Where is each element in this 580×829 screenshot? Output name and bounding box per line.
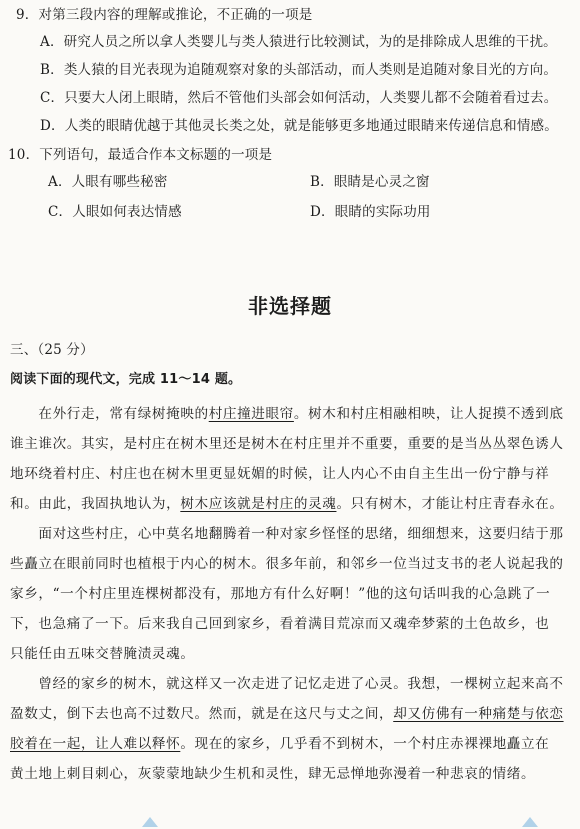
passage-line: 和。由此，我固执地认为，树木应该就是村庄的灵魂。只有树木，才能让村庄青春永在。 <box>10 496 564 512</box>
underlined-phrase: 却又仿佛有一种痛楚与依恋 <box>393 706 564 722</box>
section-heading: 非选择题 <box>248 294 332 318</box>
underlined-phrase: 树木应该就是村庄的灵魂 <box>180 496 337 512</box>
passage-line: 盈数丈，倒下去也高不过数尺。然而，就是在这尺与丈之间，却又仿佛有一种痛楚与依恋 <box>10 706 564 722</box>
passage-line: 家乡，“一个村庄里连棵树都没有，那地方有什么好啊！”他的这句话叫我的心急跳了一 <box>10 586 551 602</box>
passage-line: 胶着在一起，让人难以释怀。现在的家乡，几乎看不到树木，一个村庄赤裸裸地矗立在 <box>10 736 550 752</box>
reading-passage <box>10 399 572 789</box>
passage-line: 谁主谁次。其实，是村庄在树木里还是树木在村庄里并不重要，重要的是当丛丛翠色诱人 <box>10 436 564 452</box>
q10-option-c: C．人眼如何表达情感 <box>48 204 182 220</box>
q10-option-b: B．眼睛是心灵之窗 <box>310 174 430 190</box>
passage-line: 地环绕着村庄、村庄也在树木里更显妩媚的时候，让人内心不由自主生出一份宁静与祥 <box>10 466 550 482</box>
up-arrow-icon <box>142 817 158 827</box>
passage-line: 些矗立在眼前同时也植根于内心的树木。很多年前，和邻乡一位当过支书的老人说起我的 <box>10 556 564 572</box>
passage-line: 下，也急痛了一下。后来我自己回到家乡，看着满目荒凉而又魂牵梦萦的土色故乡，也 <box>10 616 550 632</box>
q9-stem: 9．对第三段内容的理解或推论，不正确的一项是 <box>16 7 313 23</box>
q9-option-c: C．只要大人闭上眼睛，然后不管他们头部会如何活动，人类婴儿都不会随着看过去。 <box>40 90 558 106</box>
section-label: 三、（25 分） <box>10 342 94 358</box>
passage-line: 在外行走，常有绿树掩映的村庄撞进眼帘。树木和村庄相融相映，让人捉摸不透到底 <box>10 406 564 422</box>
q9-option-a: A．研究人员之所以拿人类婴儿与类人猿进行比较测试，为的是排除成人思维的干扰。 <box>40 34 557 50</box>
passage-line: 面对这些村庄，心中莫名地翻腾着一种对家乡怪怪的思绪，细细想来，这要归结于那 <box>10 526 564 542</box>
up-arrow-icon <box>522 817 538 827</box>
passage-line: 曾经的家乡的树木，就这样又一次走进了记忆走进了心灵。我想，一棵树立起来高不 <box>10 676 564 692</box>
passage-line: 黄土地上刺目刺心，灰蒙蒙地缺少生机和灵性，肆无忌惮地弥漫着一种悲哀的情绪。 <box>10 766 536 782</box>
q10-option-a: A．人眼有哪些秘密 <box>48 174 168 190</box>
passage-line: 只能任由五味交替腌渍灵魂。 <box>10 646 195 662</box>
q10-stem: 10．下列语句，最适合作本文标题的一项是 <box>8 147 273 163</box>
underlined-phrase: 村庄撞进眼帘 <box>208 406 294 422</box>
reading-instruction: 阅读下面的现代文，完成 11～14 题。 <box>10 372 242 387</box>
q9-option-b: B．类人猿的目光表现为追随观察对象的头部活动，而人类则是追随对象目光的方向。 <box>40 62 558 78</box>
q9-option-d: D．人类的眼睛优越于其他灵长类之处，就是能够更多地通过眼睛来传递信息和情感。 <box>40 118 558 134</box>
q10-option-d: D．眼睛的实际功用 <box>310 204 431 220</box>
underlined-phrase: 胶着在一起，让人难以释怀 <box>10 736 181 752</box>
